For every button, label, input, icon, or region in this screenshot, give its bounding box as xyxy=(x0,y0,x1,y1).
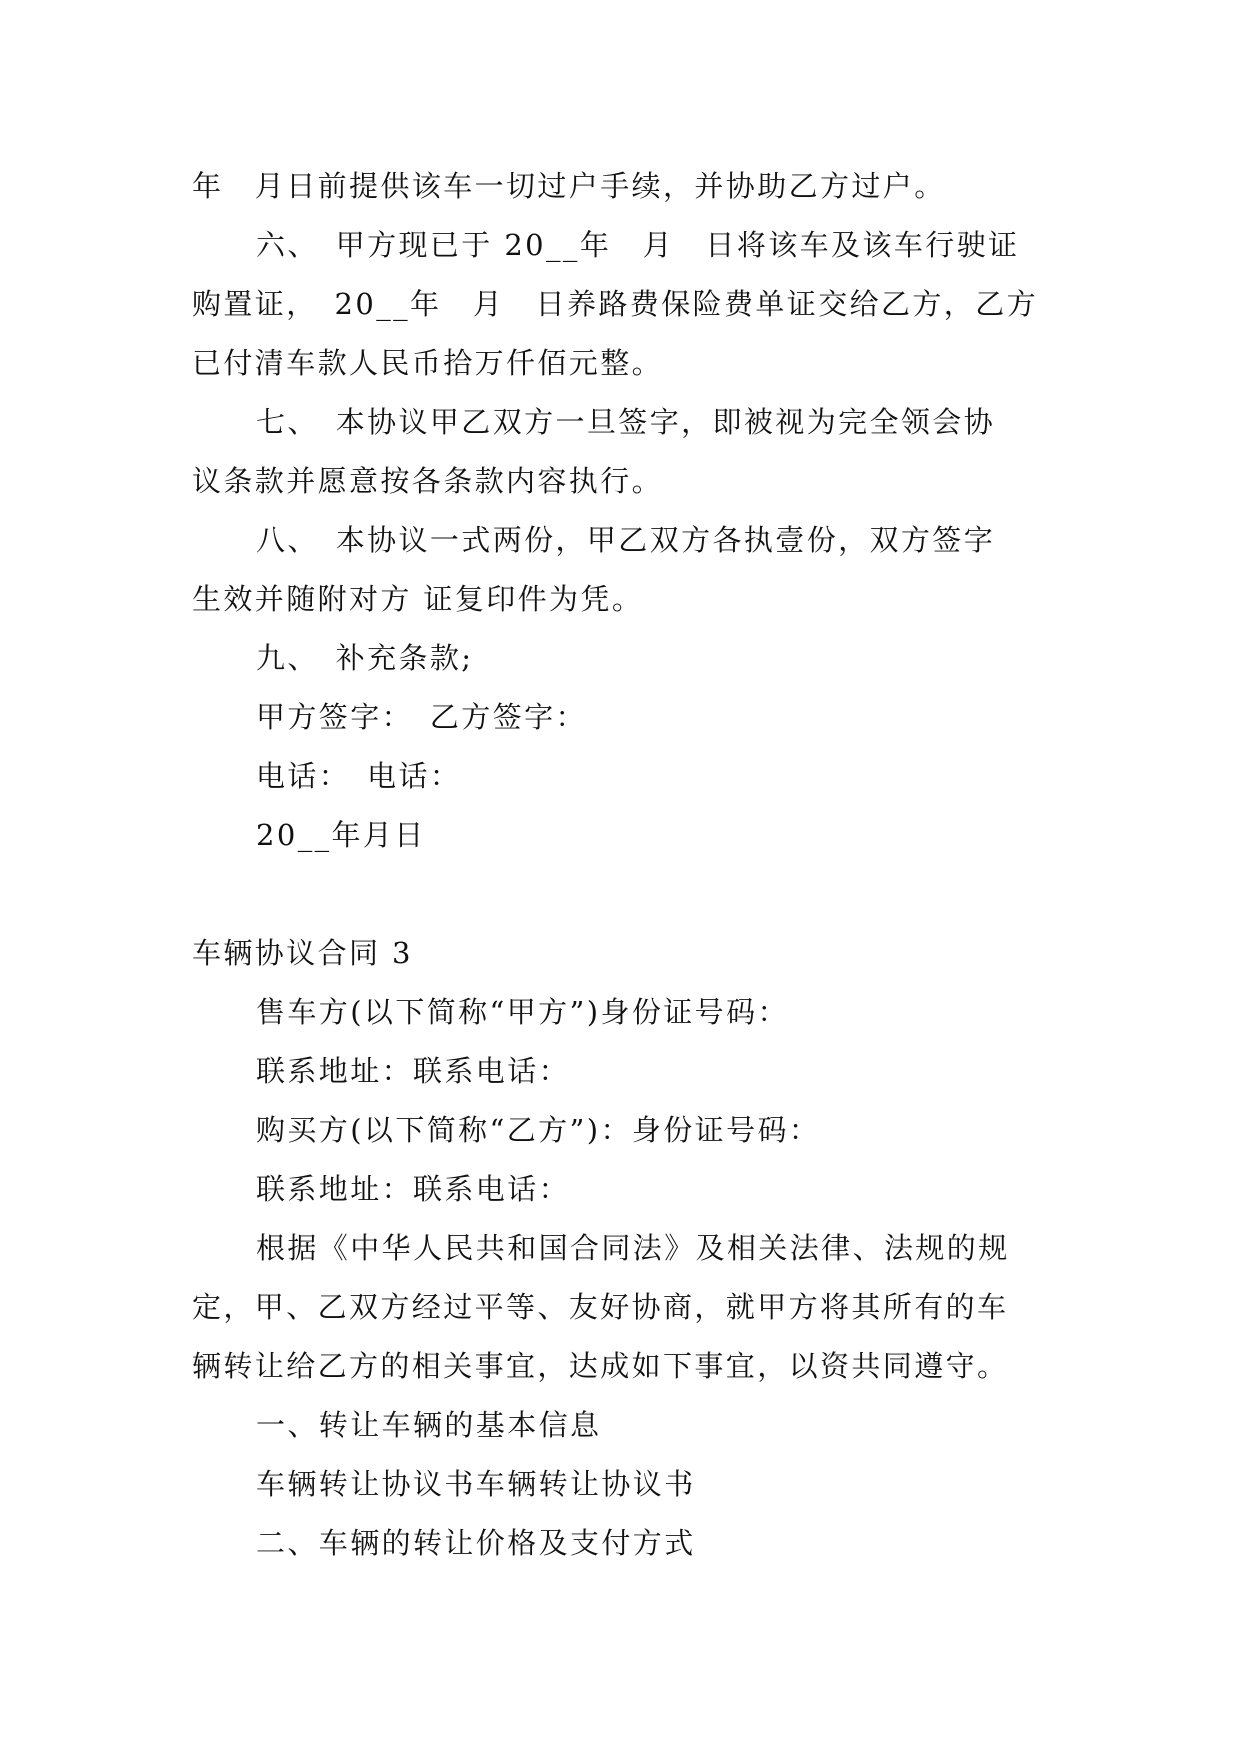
preamble-line: 辆转让给乙方的相关事宜，达成如下事宜，以资共同遵守。 xyxy=(192,1349,1009,1383)
heading-two: 二、车辆的转让价格及支付方式 xyxy=(256,1526,696,1560)
clause-nine: 九、 补充条款; xyxy=(256,641,474,675)
signature-line: 甲方签字： 乙方签字： xyxy=(256,700,587,734)
section-title: 车辆协议合同 3 xyxy=(192,936,413,970)
preamble-line: 定，甲、乙双方经过平等、友好协商，就甲方将其所有的车 xyxy=(192,1290,1009,1324)
paragraph-line: 购置证， 20__年 月 日养路费保险费单证交给乙方，乙方 xyxy=(192,287,1039,321)
clause-six: 六、 甲方现已于 20__年 月 日将该车及该车行驶证 xyxy=(256,228,1020,262)
paragraph-line: 年 月日前提供该车一切过户手续，并协助乙方过户。 xyxy=(192,169,946,203)
buyer-contact: 联系地址：联系电话： xyxy=(256,1172,571,1206)
buyer-info: 购买方(以下简称“乙方”)：身份证号码： xyxy=(256,1113,821,1147)
paragraph-line: 车辆转让协议书车辆转让协议书 xyxy=(256,1467,696,1501)
clause-eight: 八、 本协议一式两份，甲乙双方各执壹份，双方签字 xyxy=(256,523,996,557)
clause-seven: 七、 本协议甲乙双方一旦签字，即被视为完全领会协 xyxy=(256,405,996,439)
paragraph-line: 议条款并愿意按各条款内容执行。 xyxy=(192,464,664,498)
date-line: 20__年月日 xyxy=(256,818,426,852)
seller-contact: 联系地址：联系电话： xyxy=(256,1054,571,1088)
seller-info: 售车方(以下简称“甲方”)身份证号码： xyxy=(256,995,789,1029)
heading-one: 一、转让车辆的基本信息 xyxy=(256,1408,602,1442)
phone-line: 电话： 电话： xyxy=(256,759,462,793)
paragraph-line: 已付清车款人民币拾万仟佰元整。 xyxy=(192,346,664,380)
preamble-line: 根据《中华人民共和国合同法》及相关法律、法规的规 xyxy=(256,1231,1010,1265)
paragraph-line: 生效并随附对方 证复印件为凭。 xyxy=(192,582,644,616)
